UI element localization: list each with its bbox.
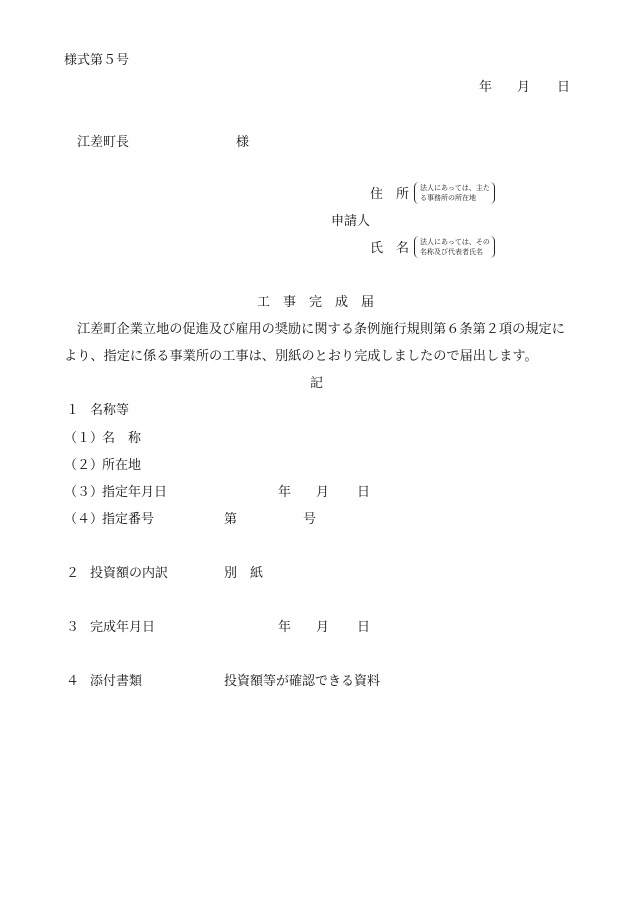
address-note-line1: 法人にあっては、主た xyxy=(420,184,490,192)
name-note-line2: 名称及び代表者氏名 xyxy=(420,248,483,256)
designation-dai: 第 xyxy=(224,512,238,527)
item-label: 添付書類 xyxy=(90,674,143,689)
subitem-1 xyxy=(64,431,142,446)
subitem-label: 名 称 xyxy=(102,431,142,446)
date-day: 日 xyxy=(557,80,571,95)
subitem-number: （４） xyxy=(64,512,104,527)
item-label: 投資額の内訳 xyxy=(90,566,169,581)
item-number: ３ xyxy=(66,620,80,635)
item-value: 投資額等が確認できる資料 xyxy=(224,674,381,689)
completion-month: 月 xyxy=(316,620,330,635)
address-note xyxy=(414,182,495,204)
body-line-1: 江差町企業立地の促進及び雇用の奨励に関する条例施行規則第６条第２項の規定に xyxy=(77,322,565,337)
item-3 xyxy=(66,620,371,635)
subitem-4 xyxy=(64,512,317,527)
date-month: 月 xyxy=(517,80,531,95)
item-value: 別 紙 xyxy=(224,566,264,581)
item-number: １ xyxy=(66,403,80,418)
body-line-2: より、指定に係る事業所の工事は、別紙のとおり完成しましたので届出します。 xyxy=(64,349,538,364)
completion-day: 日 xyxy=(357,620,371,635)
name-note-line1: 法人にあっては、その xyxy=(420,238,490,246)
subitem-label: 所在地 xyxy=(102,458,142,473)
name-label: 氏 名 xyxy=(370,241,410,256)
form-number: 様式第５号 xyxy=(64,53,130,68)
address-label: 住 所 xyxy=(370,187,410,202)
item-2 xyxy=(66,566,264,581)
subitem-number: （１） xyxy=(64,431,104,446)
item-4 xyxy=(66,674,381,689)
subitem-label: 指定年月日 xyxy=(102,485,168,500)
applicant-label: 申請人 xyxy=(331,214,371,229)
subitem-number: （２） xyxy=(64,458,104,473)
subitem-number: （３） xyxy=(64,485,104,500)
designation-month: 月 xyxy=(316,485,330,500)
designation-day: 日 xyxy=(357,485,371,500)
subitem-2 xyxy=(64,458,142,473)
completion-year: 年 xyxy=(278,620,292,635)
addressee-suffix: 様 xyxy=(236,135,250,150)
item-label: 完成年月日 xyxy=(90,620,156,635)
designation-year: 年 xyxy=(278,485,292,500)
item-1 xyxy=(66,403,130,418)
address-note-line2: る事務所の所在地 xyxy=(420,194,476,202)
ki-heading: 記 xyxy=(310,376,324,391)
date-year: 年 xyxy=(479,80,493,95)
subitem-3 xyxy=(64,485,371,500)
designation-go: 号 xyxy=(303,512,317,527)
document-title: 工 事 完 成 届 xyxy=(257,295,375,310)
name-note xyxy=(414,236,495,258)
item-label: 名称等 xyxy=(90,403,130,418)
item-number: ４ xyxy=(66,674,80,689)
subitem-label: 指定番号 xyxy=(102,512,155,527)
item-number: ２ xyxy=(66,566,80,581)
addressee-name: 江差町長 xyxy=(77,135,130,150)
